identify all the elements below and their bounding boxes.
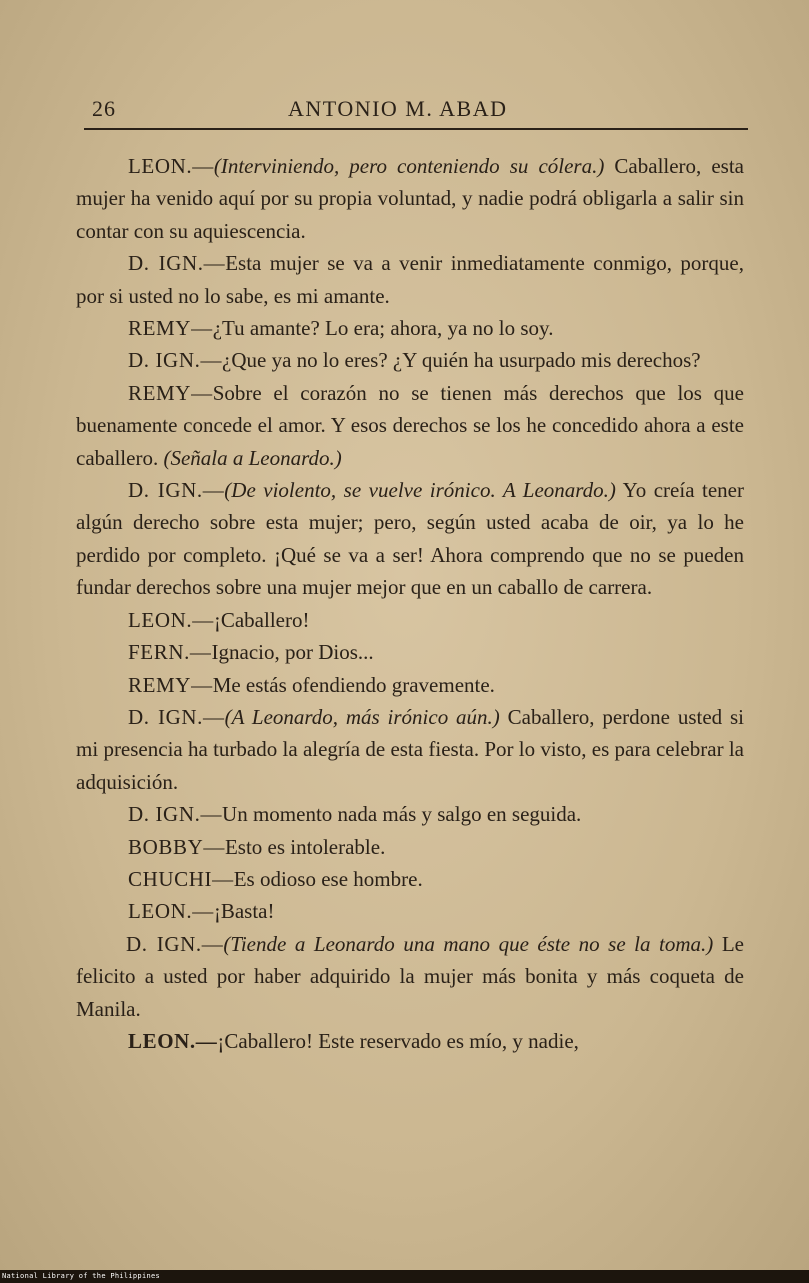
speaker-name: D. IGN.— xyxy=(126,931,224,956)
dialogue-text: Esto es intolerable. xyxy=(224,834,386,859)
dialogue-paragraph xyxy=(76,895,744,927)
stage-direction: (Interviniendo, pero conteniendo su cólera.) xyxy=(213,154,605,178)
speaker-name: REMY— xyxy=(128,672,213,697)
speaker-name: CHUCHI— xyxy=(128,866,234,891)
dialogue-paragraph xyxy=(76,701,744,798)
dialogue-paragraph xyxy=(76,636,744,668)
dialogue-text: Ignacio, por Dios... xyxy=(211,640,374,665)
dialogue-paragraph xyxy=(76,474,744,604)
dialogue-paragraph xyxy=(76,344,744,376)
header-rule xyxy=(84,128,748,130)
dialogue-paragraph xyxy=(76,150,744,247)
dialogue-text: ¡Caballero! Este reservado es mío, y nadie, xyxy=(217,1028,579,1053)
running-head xyxy=(92,96,742,130)
dialogue-text: Sobre el corazón no se tienen más derechos que los que buenamente concede el amor. Y esos derechos se los he concedido ahora a este caballero. xyxy=(76,380,744,470)
stage-direction: (De violento, se vuelve irónico. A Leonardo.) xyxy=(224,478,616,503)
speaker-name: REMY— xyxy=(128,316,213,341)
stage-direction: (Señala a Leonardo.) xyxy=(163,445,342,470)
dialogue-paragraph xyxy=(76,928,744,1025)
speaker-name: D. IGN.— xyxy=(128,478,225,503)
speaker-name: D. IGN.— xyxy=(128,704,225,729)
dialogue-text: Un momento nada más y salgo en seguida. xyxy=(222,802,582,827)
dialogue-paragraph xyxy=(76,247,744,312)
speaker-name: BOBBY— xyxy=(128,834,225,859)
speaker-name: D. IGN.— xyxy=(128,251,226,276)
dialogue-paragraph xyxy=(76,831,744,863)
dialogue-paragraph xyxy=(76,798,744,830)
dialogue-paragraph xyxy=(76,377,744,474)
dialogue-text: Esta mujer se va a venir inmediatamente conmigo, porque, por si usted no lo sabe, es mi amante. xyxy=(76,251,744,308)
dialogue-text: Le felicito a usted por haber adquirido la mujer más bonita y más coqueta de Manila. xyxy=(76,931,744,1021)
speaker-name: LEON.— xyxy=(128,899,214,924)
speaker-name: D. IGN.— xyxy=(128,802,223,827)
stage-direction: (A Leonardo, más irónico aún.) xyxy=(224,704,500,729)
dialogue-text: ¡Basta! xyxy=(213,899,275,924)
speaker-name: LEON.— xyxy=(128,607,214,632)
dialogue-text: ¡Caballero! xyxy=(213,607,310,632)
library-credit: National Library of the Philippines xyxy=(2,1272,161,1280)
dialogue-paragraph xyxy=(76,1025,744,1057)
header-title: ANTONIO M. ABAD xyxy=(288,96,508,121)
dialogue-text: ¿Que ya no lo eres? ¿Y quién ha usurpado mis derechos? xyxy=(222,348,701,373)
stage-direction: (Tiende a Leonardo una mano que éste no se la toma.) xyxy=(223,931,714,956)
speaker-name: LEON.— xyxy=(128,154,214,178)
dialogue-text: Yo creía tener algún derecho sobre esta mujer; pero, según usted acaba de oir, ya lo he perdido por completo. ¡Qué se va a ser! Ahora comprendo que no se pueden fundar derechos sobre una mujer mejor que en un caballo de carrera. xyxy=(76,478,744,600)
dialogue-text: Me estás ofendiendo gravemente. xyxy=(212,672,495,697)
play-text xyxy=(76,150,744,1057)
speaker-name: D. IGN.— xyxy=(128,348,223,373)
dialogue-text: Es odioso ese hombre. xyxy=(233,866,423,891)
speaker-name: REMY— xyxy=(128,380,213,405)
speaker-name: LEON.— xyxy=(128,1028,218,1053)
dialogue-text: Caballero, perdone usted si mi presencia ha turbado la alegría de esta fiesta. Por lo visto, es para celebrar la adquisición. xyxy=(76,704,744,794)
dialogue-paragraph xyxy=(76,863,744,895)
dialogue-paragraph xyxy=(76,312,744,344)
speaker-name: FERN.— xyxy=(128,640,212,665)
dialogue-paragraph xyxy=(76,604,744,636)
page-number: 26 xyxy=(92,96,116,121)
dialogue-text: ¿Tu amante? Lo era; ahora, ya no lo soy. xyxy=(212,316,554,341)
dialogue-text: Caballero, esta mujer ha venido aquí por su propia voluntad, y nadie podrá obligarla a salir sin contar con su aquiescencia. xyxy=(76,154,744,243)
dialogue-paragraph xyxy=(76,669,744,701)
